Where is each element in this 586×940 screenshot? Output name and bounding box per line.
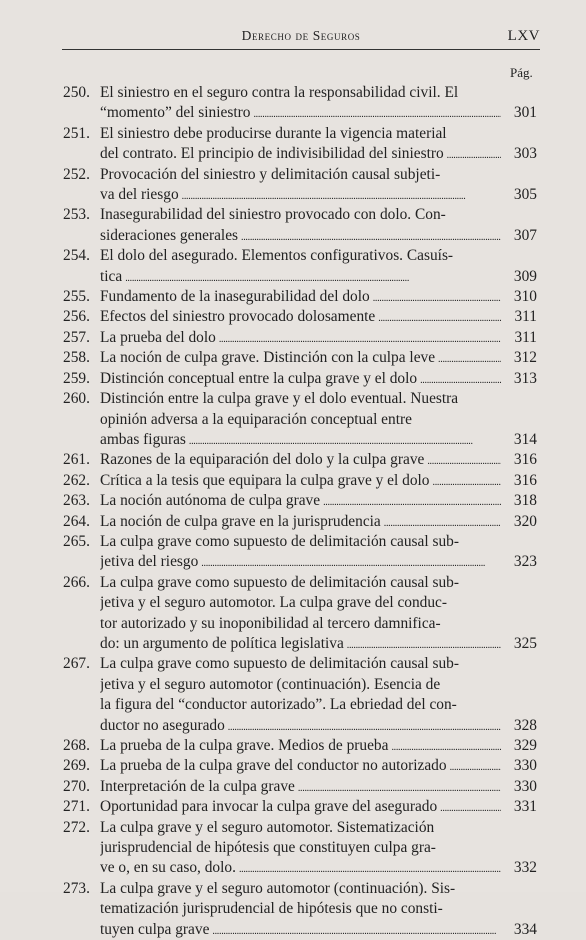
dot-leader: [212, 920, 501, 940]
toc-entry-number: 268.: [63, 737, 90, 754]
running-header: [62, 28, 540, 48]
toc-entry-page: 310: [513, 288, 537, 306]
toc-entry: [63, 450, 537, 470]
toc-entry-number: 269.: [63, 757, 90, 775]
toc-entry-page: 318: [513, 492, 537, 510]
toc-entry: [63, 736, 537, 756]
toc-entry-line: [100, 797, 537, 817]
toc-entry-page: 303: [513, 145, 537, 163]
toc-entry-number: 267.: [63, 655, 90, 673]
dot-leader: [384, 512, 501, 532]
toc-entry-number: 260.: [63, 390, 90, 408]
toc-entry-title: [100, 512, 537, 532]
toc-entry-line-text: ambas figuras: [100, 430, 186, 448]
toc-entry-line: [100, 185, 537, 205]
toc-entry: [63, 777, 537, 797]
toc-entry-number: 255.: [63, 288, 90, 306]
toc-entry-line-text: Interpretación de la culpa grave: [100, 777, 295, 795]
toc-entry-number: 256.: [63, 308, 90, 326]
toc-entry-page: 305: [513, 186, 537, 204]
page-number: LXV: [507, 28, 540, 44]
toc-entry-page: 312: [513, 349, 537, 367]
toc-entry: [63, 471, 537, 491]
toc-entry-line-text: La prueba de la culpa grave del conductor no autorizado: [100, 757, 447, 775]
toc-entry-number: 265.: [63, 532, 90, 550]
toc-entry-page: 301: [513, 104, 537, 122]
toc-entry-number: 252.: [63, 165, 90, 183]
toc-entry-line: jetiva y el seguro automotor. La culpa grave del conduc-: [100, 594, 448, 612]
toc-entry-title: [100, 532, 537, 573]
toc-entry-number: 250.: [63, 84, 90, 101]
toc-entry-number: 251.: [63, 124, 90, 142]
dot-leader: [323, 491, 501, 511]
toc-entry: [63, 491, 537, 511]
dot-leader: [433, 471, 502, 491]
toc-entry-number: 263.: [63, 492, 90, 510]
toc-entry-page: 334: [513, 920, 537, 938]
toc-entry-line: [100, 226, 537, 246]
dot-leader: [182, 185, 501, 205]
toc-entry-line: [100, 471, 537, 491]
toc-entry-title: [100, 287, 537, 307]
toc-entry-title: [100, 573, 537, 655]
toc-entry-page: 311: [514, 308, 537, 326]
dot-leader: [253, 103, 501, 123]
toc-entry: [63, 512, 537, 532]
toc-entry: [63, 654, 537, 736]
dot-leader: [239, 858, 501, 878]
toc-entry-line-text: Crítica a la tesis que equipara la culpa grave y el dolo: [100, 471, 430, 489]
toc-entry-title: [100, 879, 537, 940]
toc-entry-title: [100, 777, 537, 797]
toc-entry-page: 331: [513, 798, 537, 816]
toc-entry-line: jetiva y el seguro automotor (continuación). Esencia de: [100, 675, 441, 693]
toc-entry: [63, 287, 537, 307]
dot-leader: [125, 267, 501, 287]
toc-entry: [63, 369, 537, 389]
toc-entry-title: [100, 491, 537, 511]
toc-entry-line-text: La noción autónoma de culpa grave: [100, 492, 321, 510]
toc-entry-line-text: tica: [100, 267, 123, 285]
toc-entry-number: 261.: [63, 451, 90, 469]
toc-entry-line: [100, 144, 537, 164]
toc-entry-title: [100, 83, 537, 124]
toc-entry-page: 313: [513, 369, 537, 387]
toc-entry: [63, 124, 537, 165]
toc-entry-title: [100, 471, 537, 491]
toc-entry-page: 309: [513, 267, 537, 285]
toc-entry-line: jurisprudencial de hipótesis que constituyen culpa gra-: [100, 839, 436, 857]
dot-leader: [298, 777, 501, 797]
toc-entry-line: El dolo del asegurado. Elementos configurativos. Casuís-: [100, 247, 454, 265]
toc-entry-page: 320: [513, 512, 537, 530]
toc-entry-line: [100, 736, 537, 756]
toc-entry: [63, 307, 537, 327]
toc-entry-page: 329: [513, 737, 537, 754]
toc-entry-title: [100, 797, 537, 817]
toc-entry-title: [100, 165, 537, 206]
toc-entry-line-text: jetiva del riesgo: [100, 553, 199, 571]
toc-entry: [63, 348, 537, 368]
page-column-label: Pág.: [510, 65, 533, 80]
dot-leader: [438, 348, 501, 368]
toc-entry-line-text: Distinción conceptual entre la culpa grave y el dolo: [100, 369, 418, 387]
toc-entry-line: La culpa grave como supuesto de delimitación causal sub-: [100, 532, 459, 550]
toc-entry: [63, 389, 537, 450]
toc-entry-line-text: Efectos del siniestro provocado dolosamente: [100, 308, 376, 326]
toc-entry-line-text: ve o, en su caso, dolo.: [100, 859, 236, 877]
dot-leader: [420, 369, 501, 389]
dot-leader: [447, 144, 501, 164]
toc-entry-number: 271.: [63, 798, 90, 816]
dot-leader: [450, 756, 501, 776]
toc-entry-line-text: do: un argumento de política legislativa: [100, 634, 344, 652]
dot-leader: [440, 797, 501, 817]
toc-entry-line: [100, 450, 537, 470]
toc-entry-line: [100, 716, 537, 736]
toc-entry-line: [100, 287, 537, 307]
toc-entry-line-text: tuyen culpa grave: [100, 920, 210, 938]
toc-entry-line: La culpa grave como supuesto de delimitación causal sub-: [100, 655, 459, 673]
toc-entry-title: [100, 205, 537, 246]
toc-entry-line: la figura del “conductor autorizado”. La ebriedad del con-: [100, 696, 457, 714]
toc-entry-line-text: La prueba de la culpa grave. Medios de prueba: [100, 737, 389, 754]
toc-entry-number: 259.: [63, 369, 90, 387]
toc-entry-title: [100, 736, 537, 756]
toc-entry-line-text: “momento” del siniestro: [100, 104, 251, 122]
toc-entry-title: [100, 246, 537, 287]
toc-entry-line-text: ductor no asegurado: [100, 716, 225, 734]
toc-entry-title: [100, 450, 537, 470]
toc-entry-page: 314: [513, 430, 537, 448]
toc-entry-line-text: La noción de culpa grave en la jurisprudencia: [100, 512, 381, 530]
toc-entry: [63, 532, 537, 573]
toc-entry-line-text: Oportunidad para invocar la culpa grave del asegurado: [100, 798, 438, 816]
toc-entry-number: 258.: [63, 349, 90, 367]
toc-entry-number: 254.: [63, 247, 90, 265]
toc-entry-title: [100, 328, 537, 348]
toc-entry-title: [100, 307, 537, 327]
dot-leader: [241, 226, 501, 246]
toc-entry: [63, 246, 537, 287]
dot-leader: [219, 328, 501, 348]
toc-entry-line: Distinción entre la culpa grave y el dolo eventual. Nuestra: [100, 390, 459, 408]
toc-entry-line: [100, 858, 537, 878]
toc-entry-page: 325: [513, 634, 537, 652]
toc-entry-title: [100, 124, 537, 165]
toc-entry-number: 253.: [63, 206, 90, 224]
toc-entry-line: [100, 756, 537, 776]
toc-entry-line: Inasegurabilidad del siniestro provocado con dolo. Con-: [100, 206, 446, 224]
table-of-contents: [63, 83, 537, 940]
dot-leader: [378, 307, 501, 327]
toc-entry-line: [100, 777, 537, 797]
toc-entry-number: 264.: [63, 512, 90, 530]
toc-entry-page: 311: [514, 328, 537, 346]
toc-entry-line: [100, 103, 537, 123]
toc-entry-line: El siniestro debe producirse durante la vigencia material: [100, 124, 447, 142]
toc-entry: [63, 756, 537, 776]
toc-entry-line-text: sideraciones generales: [100, 226, 239, 244]
toc-entry-line-text: Razones de la equiparación del dolo y la culpa grave: [100, 451, 425, 469]
toc-entry-line: [100, 634, 537, 654]
toc-entry-page: 323: [513, 553, 537, 571]
toc-entry-title: [100, 389, 537, 450]
toc-entry-number: 272.: [63, 818, 90, 836]
dot-leader: [391, 736, 501, 756]
toc-entry-title: [100, 369, 537, 389]
toc-entry-line: La culpa grave como supuesto de delimitación causal sub-: [100, 573, 459, 591]
toc-entry-line-text: La prueba del dolo: [100, 328, 216, 346]
toc-entry-page: 330: [513, 757, 537, 775]
toc-entry-number: 273.: [63, 879, 90, 897]
dot-leader: [347, 634, 501, 654]
toc-entry-title: [100, 818, 537, 879]
toc-entry-line-text: del contrato. El principio de indivisibilidad del siniestro: [100, 145, 444, 163]
toc-entry-page: 330: [513, 777, 537, 795]
toc-entry-page: 332: [513, 859, 537, 877]
toc-entry: [63, 165, 537, 206]
toc-entry: [63, 83, 537, 124]
toc-entry-line: tor autorizado y su inoponibilidad al tercero damnifica-: [100, 614, 441, 632]
toc-entry-line: [100, 328, 537, 348]
toc-entry-line: [100, 267, 537, 287]
toc-entry: [63, 818, 537, 879]
dot-leader: [228, 716, 501, 736]
toc-entry-page: 316: [513, 471, 537, 489]
toc-entry-line: [100, 491, 537, 511]
toc-entry-title: [100, 348, 537, 368]
dot-leader: [373, 287, 501, 307]
toc-entry-line: [100, 369, 537, 389]
toc-entry-line: [100, 307, 537, 327]
toc-entry-line: El siniestro en el seguro contra la responsabilidad civil. El: [100, 84, 459, 101]
toc-entry-line: opinión adversa a la equiparación conceptual entre: [100, 410, 412, 428]
toc-entry: [63, 797, 537, 817]
dot-leader: [427, 450, 501, 470]
toc-entry-title: [100, 654, 537, 736]
toc-entry-title: [100, 756, 537, 776]
toc-entry-number: 262.: [63, 471, 90, 489]
toc-entry-line: [100, 512, 537, 532]
toc-entry-line: [100, 430, 537, 450]
toc-entry: [63, 328, 537, 348]
toc-entry-number: 266.: [63, 573, 90, 591]
toc-entry-page: 316: [513, 451, 537, 469]
toc-entry-line: [100, 552, 537, 572]
toc-entry: [63, 205, 537, 246]
toc-entry-line-text: Fundamento de la inasegurabilidad del dolo: [100, 288, 370, 306]
header-rule: [62, 49, 540, 50]
toc-entry-line: La culpa grave y el seguro automotor (continuación). Sis-: [100, 879, 456, 897]
toc-entry: [63, 573, 537, 655]
toc-entry-line: La culpa grave y el seguro automotor. Sistematización: [100, 818, 435, 836]
toc-entry-line: tematización jurisprudencial de hipótesis que no consti-: [100, 900, 443, 918]
toc-entry-line-text: va del riesgo: [100, 186, 179, 204]
toc-entry: [63, 879, 537, 940]
dot-leader: [201, 552, 501, 572]
toc-entry-page: 307: [513, 226, 537, 244]
toc-entry-page: 328: [513, 716, 537, 734]
dot-leader: [189, 430, 501, 450]
toc-entry-line: Provocación del siniestro y delimitación causal subjeti-: [100, 165, 441, 183]
running-title: Derecho de Seguros: [241, 28, 361, 43]
toc-entry-line: [100, 920, 537, 940]
toc-entry-number: 257.: [63, 328, 90, 346]
toc-entry-number: 270.: [63, 777, 90, 795]
toc-entry-line: [100, 348, 537, 368]
toc-entry-line-text: La noción de culpa grave. Distinción con la culpa leve: [100, 349, 436, 367]
